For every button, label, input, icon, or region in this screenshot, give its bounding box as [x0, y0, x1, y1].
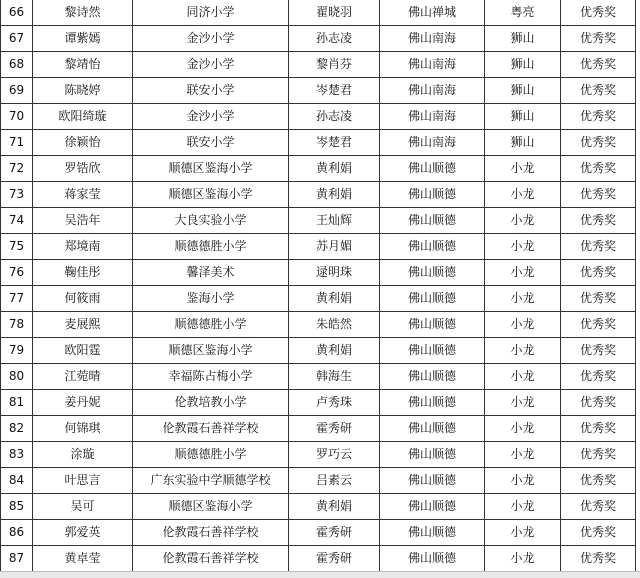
school-cell: 顺德德胜小学	[133, 312, 289, 338]
award-cell: 优秀奖	[561, 494, 636, 520]
student-name-cell: 姜丹妮	[33, 390, 133, 416]
teacher-cell: 霍秀研	[289, 416, 380, 442]
school-cell: 联安小学	[133, 130, 289, 156]
award-cell: 优秀奖	[561, 182, 636, 208]
teacher-cell: 孙志凌	[289, 104, 380, 130]
student-name-cell: 叶思言	[33, 468, 133, 494]
award-cell: 优秀奖	[561, 364, 636, 390]
award-cell: 优秀奖	[561, 104, 636, 130]
school-cell: 顺德区鉴海小学	[133, 338, 289, 364]
row-number-cell: 77	[1, 286, 33, 312]
school-cell: 联安小学	[133, 78, 289, 104]
table-row	[1, 546, 636, 572]
row-number-cell: 85	[1, 494, 33, 520]
table-row	[1, 286, 636, 312]
region-cell: 佛山顺德	[380, 520, 485, 546]
school-cell: 顺德区鉴海小学	[133, 494, 289, 520]
region-cell: 佛山顺德	[380, 390, 485, 416]
award-cell: 优秀奖	[561, 130, 636, 156]
table-row	[1, 468, 636, 494]
teacher-cell: 黄利娟	[289, 182, 380, 208]
row-number-cell: 86	[1, 520, 33, 546]
area-cell: 小龙	[485, 234, 561, 260]
school-cell: 伦教培教小学	[133, 390, 289, 416]
table-row	[1, 494, 636, 520]
teacher-cell: 黄利娟	[289, 338, 380, 364]
award-cell: 优秀奖	[561, 0, 636, 26]
teacher-cell: 黄利娟	[289, 156, 380, 182]
table-row	[1, 130, 636, 156]
student-name-cell: 何锦琪	[33, 416, 133, 442]
region-cell: 佛山顺德	[380, 442, 485, 468]
school-cell: 鉴海小学	[133, 286, 289, 312]
region-cell: 佛山顺德	[380, 338, 485, 364]
table-row	[1, 338, 636, 364]
row-number-cell: 83	[1, 442, 33, 468]
row-number-cell: 75	[1, 234, 33, 260]
teacher-cell: 岑楚君	[289, 78, 380, 104]
award-cell: 优秀奖	[561, 520, 636, 546]
area-cell: 狮山	[485, 52, 561, 78]
teacher-cell: 黄利娟	[289, 286, 380, 312]
row-number-cell: 80	[1, 364, 33, 390]
award-cell: 优秀奖	[561, 468, 636, 494]
student-name-cell: 罗锆欣	[33, 156, 133, 182]
row-number-cell: 73	[1, 182, 33, 208]
school-cell: 大良实验小学	[133, 208, 289, 234]
award-cell: 优秀奖	[561, 78, 636, 104]
teacher-cell: 霍秀研	[289, 546, 380, 572]
student-name-cell: 谭紫嫣	[33, 26, 133, 52]
area-cell: 小龙	[485, 442, 561, 468]
table-body	[1, 0, 636, 572]
region-cell: 佛山南海	[380, 26, 485, 52]
area-cell: 狮山	[485, 26, 561, 52]
award-cell: 优秀奖	[561, 260, 636, 286]
table-row	[1, 312, 636, 338]
row-number-cell: 76	[1, 260, 33, 286]
table-row	[1, 104, 636, 130]
award-cell: 优秀奖	[561, 208, 636, 234]
area-cell: 小龙	[485, 260, 561, 286]
teacher-cell: 霍秀研	[289, 520, 380, 546]
region-cell: 佛山顺德	[380, 234, 485, 260]
row-number-cell: 70	[1, 104, 33, 130]
row-number-cell: 78	[1, 312, 33, 338]
row-number-cell: 71	[1, 130, 33, 156]
region-cell: 佛山南海	[380, 104, 485, 130]
table-row	[1, 182, 636, 208]
award-cell: 优秀奖	[561, 286, 636, 312]
student-name-cell: 何筱雨	[33, 286, 133, 312]
area-cell: 小龙	[485, 364, 561, 390]
region-cell: 佛山顺德	[380, 260, 485, 286]
award-cell: 优秀奖	[561, 312, 636, 338]
table-row	[1, 208, 636, 234]
school-cell: 幸福陈占梅小学	[133, 364, 289, 390]
row-number-cell: 69	[1, 78, 33, 104]
region-cell: 佛山顺德	[380, 312, 485, 338]
area-cell: 小龙	[485, 494, 561, 520]
student-name-cell: 黎靖怡	[33, 52, 133, 78]
teacher-cell: 韩海生	[289, 364, 380, 390]
region-cell: 佛山顺德	[380, 416, 485, 442]
student-name-cell: 吴可	[33, 494, 133, 520]
region-cell: 佛山顺德	[380, 182, 485, 208]
table-row	[1, 364, 636, 390]
region-cell: 佛山南海	[380, 130, 485, 156]
school-cell: 广东实验中学顺德学校	[133, 468, 289, 494]
bottom-scroll-strip	[0, 571, 640, 578]
area-cell: 狮山	[485, 104, 561, 130]
student-name-cell: 欧阳绮璇	[33, 104, 133, 130]
area-cell: 小龙	[485, 520, 561, 546]
teacher-cell: 吕素云	[289, 468, 380, 494]
region-cell: 佛山顺德	[380, 546, 485, 572]
teacher-cell: 岑楚君	[289, 130, 380, 156]
student-name-cell: 徐颖怡	[33, 130, 133, 156]
table-row	[1, 442, 636, 468]
region-cell: 佛山南海	[380, 78, 485, 104]
teacher-cell: 王灿辉	[289, 208, 380, 234]
student-name-cell: 蒋家莹	[33, 182, 133, 208]
region-cell: 佛山顺德	[380, 364, 485, 390]
area-cell: 小龙	[485, 338, 561, 364]
area-cell: 小龙	[485, 390, 561, 416]
area-cell: 小龙	[485, 312, 561, 338]
area-cell: 小龙	[485, 208, 561, 234]
teacher-cell: 卢秀珠	[289, 390, 380, 416]
school-cell: 伦教霞石善祥学校	[133, 416, 289, 442]
table-row	[1, 260, 636, 286]
teacher-cell: 黎肖芬	[289, 52, 380, 78]
row-number-cell: 74	[1, 208, 33, 234]
region-cell: 佛山顺德	[380, 208, 485, 234]
award-cell: 优秀奖	[561, 234, 636, 260]
row-number-cell: 79	[1, 338, 33, 364]
school-cell: 顺德德胜小学	[133, 234, 289, 260]
table-row	[1, 52, 636, 78]
award-cell: 优秀奖	[561, 156, 636, 182]
row-number-cell: 84	[1, 468, 33, 494]
student-name-cell: 黎诗然	[33, 0, 133, 26]
region-cell: 佛山南海	[380, 52, 485, 78]
row-number-cell: 67	[1, 26, 33, 52]
table-row	[1, 520, 636, 546]
award-cell: 优秀奖	[561, 416, 636, 442]
area-cell: 狮山	[485, 130, 561, 156]
teacher-cell: 翟晓羽	[289, 0, 380, 26]
region-cell: 佛山顺德	[380, 286, 485, 312]
student-name-cell: 麦展熙	[33, 312, 133, 338]
award-cell: 优秀奖	[561, 52, 636, 78]
student-name-cell: 黄卓莹	[33, 546, 133, 572]
school-cell: 金沙小学	[133, 26, 289, 52]
school-cell: 顺德区鉴海小学	[133, 156, 289, 182]
area-cell: 小龙	[485, 468, 561, 494]
award-cell: 优秀奖	[561, 442, 636, 468]
student-name-cell: 吴浩年	[33, 208, 133, 234]
student-name-cell: 江菀晴	[33, 364, 133, 390]
region-cell: 佛山禅城	[380, 0, 485, 26]
region-cell: 佛山顺德	[380, 494, 485, 520]
school-cell: 同济小学	[133, 0, 289, 26]
row-number-cell: 87	[1, 546, 33, 572]
school-cell: 馨泽美术	[133, 260, 289, 286]
teacher-cell: 逯明珠	[289, 260, 380, 286]
table-row	[1, 78, 636, 104]
area-cell: 小龙	[485, 546, 561, 572]
row-number-cell: 82	[1, 416, 33, 442]
teacher-cell: 朱皓然	[289, 312, 380, 338]
row-number-cell: 72	[1, 156, 33, 182]
award-cell: 优秀奖	[561, 338, 636, 364]
area-cell: 小龙	[485, 182, 561, 208]
award-cell: 优秀奖	[561, 26, 636, 52]
row-number-cell: 66	[1, 0, 33, 26]
school-cell: 顺德德胜小学	[133, 442, 289, 468]
area-cell: 狮山	[485, 78, 561, 104]
row-number-cell: 81	[1, 390, 33, 416]
student-name-cell: 陈晓婷	[33, 78, 133, 104]
student-name-cell: 鞠佳彤	[33, 260, 133, 286]
teacher-cell: 罗巧云	[289, 442, 380, 468]
table-row	[1, 234, 636, 260]
table-row	[1, 26, 636, 52]
area-cell: 小龙	[485, 416, 561, 442]
award-cell: 优秀奖	[561, 390, 636, 416]
table-row	[1, 0, 636, 26]
teacher-cell: 孙志凌	[289, 26, 380, 52]
teacher-cell: 苏月媚	[289, 234, 380, 260]
table-row	[1, 390, 636, 416]
student-name-cell: 郑境南	[33, 234, 133, 260]
row-number-cell: 68	[1, 52, 33, 78]
student-name-cell: 欧阳霆	[33, 338, 133, 364]
award-cell: 优秀奖	[561, 546, 636, 572]
area-cell: 粤亮	[485, 0, 561, 26]
school-cell: 顺德区鉴海小学	[133, 182, 289, 208]
student-name-cell: 郭爱英	[33, 520, 133, 546]
teacher-cell: 黄利娟	[289, 494, 380, 520]
school-cell: 金沙小学	[133, 104, 289, 130]
region-cell: 佛山顺德	[380, 156, 485, 182]
table-row	[1, 416, 636, 442]
area-cell: 小龙	[485, 156, 561, 182]
student-name-cell: 涂璇	[33, 442, 133, 468]
table-row	[1, 156, 636, 182]
school-cell: 伦教霞石善祥学校	[133, 546, 289, 572]
area-cell: 小龙	[485, 286, 561, 312]
school-cell: 伦教霞石善祥学校	[133, 520, 289, 546]
school-cell: 金沙小学	[133, 52, 289, 78]
region-cell: 佛山顺德	[380, 468, 485, 494]
